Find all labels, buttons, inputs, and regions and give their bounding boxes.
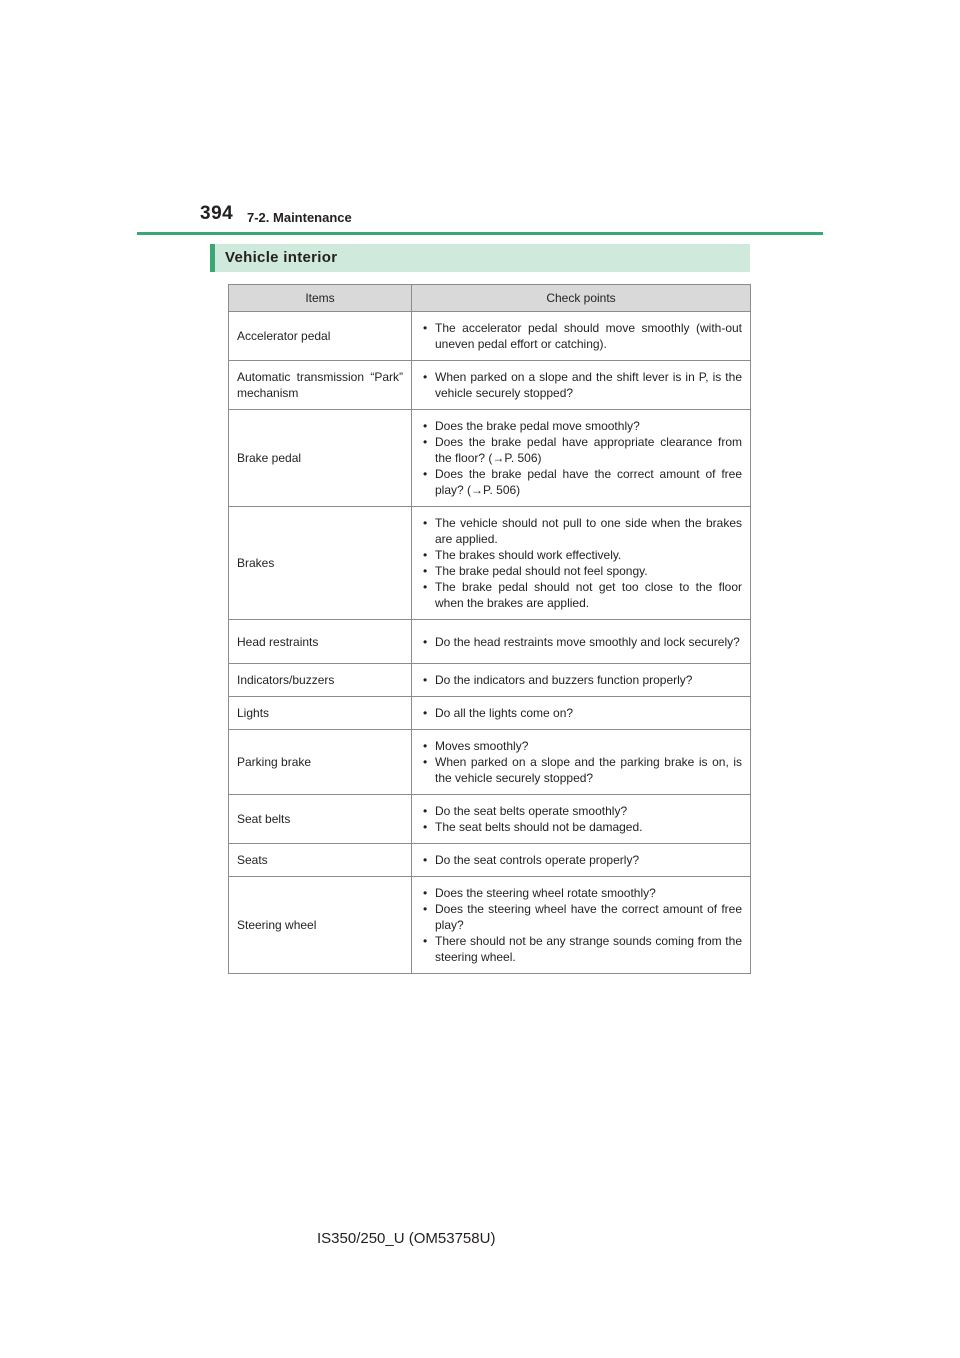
check-points-list	[420, 672, 742, 688]
table-body	[229, 312, 751, 974]
check-point: • The vehicle should not pull to one side when the brakes are applied.	[420, 515, 742, 547]
check-point: • When parked on a slope and the parking brake is on, is the vehicle securely stopped?	[420, 754, 742, 786]
header-rule	[137, 232, 823, 235]
check-points-list	[420, 634, 742, 650]
item-cell: Brake pedal	[229, 410, 412, 507]
check-table	[228, 284, 751, 974]
table-row	[229, 877, 751, 974]
table-row	[229, 795, 751, 844]
item-cell: Brakes	[229, 507, 412, 620]
table-row	[229, 664, 751, 697]
section-label: 7-2. Maintenance	[247, 210, 352, 225]
check-points-list	[420, 320, 742, 352]
item-cell: Seat belts	[229, 795, 412, 844]
column-header-check-points: Check points	[412, 285, 751, 312]
check-point: • Does the steering wheel rotate smoothly?	[420, 885, 742, 901]
check-points-cell	[412, 664, 751, 697]
table-row	[229, 620, 751, 664]
item-cell: Steering wheel	[229, 877, 412, 974]
check-point: • Do the seat belts operate smoothly?	[420, 803, 742, 819]
check-points-cell	[412, 730, 751, 795]
check-points-list	[420, 705, 742, 721]
check-point: • Does the brake pedal have appropriate clearance from the floor? (→P. 506)	[420, 434, 742, 466]
check-points-cell	[412, 361, 751, 410]
check-point: • The accelerator pedal should move smoothly (with-out uneven pedal effort or catching).	[420, 320, 742, 352]
item-cell: Automatic transmission “Park” mechanism	[229, 361, 412, 410]
check-point: • Do the seat controls operate properly?	[420, 852, 742, 868]
table-row	[229, 730, 751, 795]
item-cell: Head restraints	[229, 620, 412, 664]
table-header-row	[229, 285, 751, 312]
check-point: • Do the indicators and buzzers function properly?	[420, 672, 742, 688]
check-point: • The brakes should work effectively.	[420, 547, 742, 563]
item-cell: Indicators/buzzers	[229, 664, 412, 697]
check-points-list	[420, 515, 742, 611]
check-points-cell	[412, 877, 751, 974]
item-cell: Accelerator pedal	[229, 312, 412, 361]
check-point: • Does the brake pedal move smoothly?	[420, 418, 742, 434]
check-points-cell	[412, 697, 751, 730]
table-row	[229, 361, 751, 410]
check-points-list	[420, 885, 742, 965]
table-row	[229, 844, 751, 877]
check-points-cell	[412, 620, 751, 664]
check-point: • The brake pedal should not feel spongy.	[420, 563, 742, 579]
table-row	[229, 410, 751, 507]
section-heading	[210, 244, 750, 272]
section-title: Vehicle interior	[225, 249, 338, 266]
footer-model-code: IS350/250_U (OM53758U)	[317, 1230, 496, 1247]
check-point: • The brake pedal should not get too close to the floor when the brakes are applied.	[420, 579, 742, 611]
item-cell: Parking brake	[229, 730, 412, 795]
check-points-cell	[412, 410, 751, 507]
table-row	[229, 507, 751, 620]
check-point: • The seat belts should not be damaged.	[420, 819, 742, 835]
check-points-list	[420, 738, 742, 786]
table-row	[229, 697, 751, 730]
item-cell: Seats	[229, 844, 412, 877]
page-number: 394	[200, 203, 234, 224]
table-row	[229, 312, 751, 361]
check-points-list	[420, 369, 742, 401]
check-point: • Moves smoothly?	[420, 738, 742, 754]
check-points-cell	[412, 312, 751, 361]
check-points-list	[420, 418, 742, 498]
check-point: • Does the steering wheel have the correct amount of free play?	[420, 901, 742, 933]
check-point: • Do the head restraints move smoothly and lock securely?	[420, 634, 742, 650]
item-cell: Lights	[229, 697, 412, 730]
check-point: • Do all the lights come on?	[420, 705, 742, 721]
check-points-list	[420, 803, 742, 835]
column-header-items: Items	[229, 285, 412, 312]
check-points-cell	[412, 844, 751, 877]
check-points-cell	[412, 795, 751, 844]
check-point: • When parked on a slope and the shift lever is in P, is the vehicle securely stopped?	[420, 369, 742, 401]
check-points-list	[420, 852, 742, 868]
check-points-cell	[412, 507, 751, 620]
check-point: • Does the brake pedal have the correct amount of free play? (→P. 506)	[420, 466, 742, 498]
check-point: • There should not be any strange sounds coming from the steering wheel.	[420, 933, 742, 965]
